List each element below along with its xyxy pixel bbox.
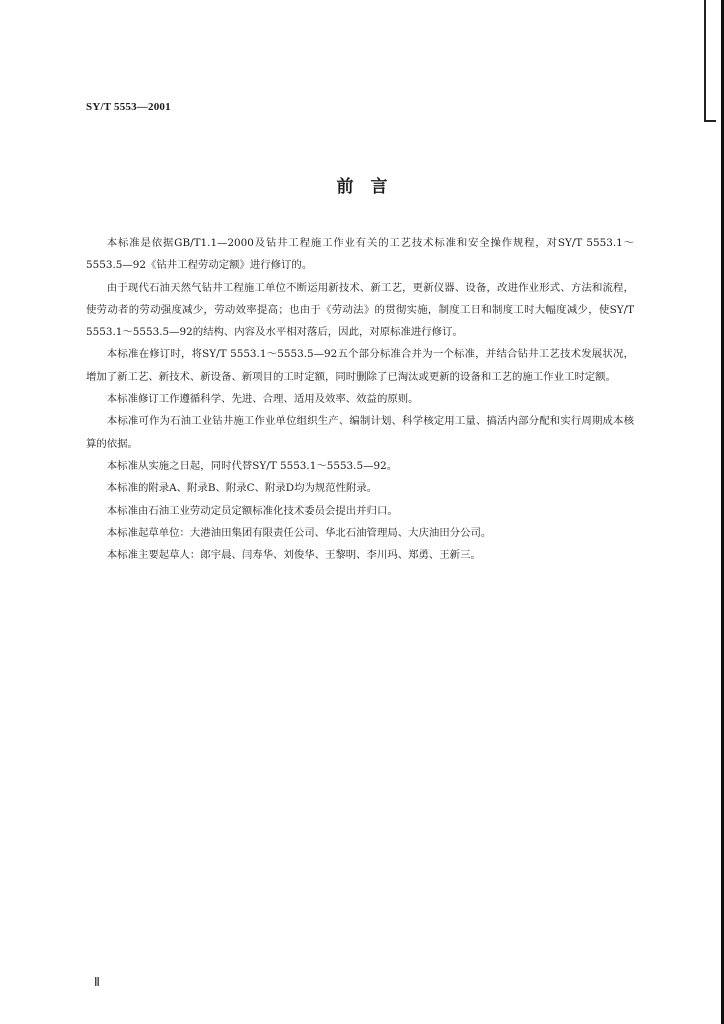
paragraph: 本标准起草单位：大港油田集团有限责任公司、华北石油管理局、大庆油田分公司。 — [106, 526, 492, 539]
scan-artifact — [704, 0, 716, 122]
paragraph: 本标准由石油工业劳动定员定额标准化技术委员会提出并归口。 — [106, 504, 398, 517]
paragraph: 本标准从实施之日起，同时代替SY/T 5553.1～5553.5—92。 — [106, 459, 398, 472]
page-title: 前 言 — [336, 177, 388, 197]
paragraph: 本标准的附录A、附录B、附录C、附录D均为规范性附录。 — [106, 482, 378, 495]
paragraph: 由于现代石油天然气钻井工程施工单位不断运用新技术、新工艺，更新仪器、设备，改进作业形式、方法和流程，使劳动者的劳动强度减少，劳动效率提高；也由于《劳动法》的贯彻实施，制度工日和制度工时大幅度减少，使SY/T 5553.1～5553.5—92的结构、内容及水平相对落后，因此，对原标准进行修订。 — [86, 281, 634, 339]
standard-code: SY/T 5553—2001 — [86, 101, 171, 113]
page-number: Ⅱ — [94, 975, 100, 989]
paragraph: 本标准修订工作遵循科学、先进、合理、适用及效率、效益的原则。 — [106, 393, 419, 406]
foreword-body — [86, 232, 634, 566]
paragraph: 本标准可作为石油工业钻井施工作业单位组织生产、编制计划、科学核定用工量、搞活内部分配和实行周期成本核算的依据。 — [86, 415, 634, 450]
paragraph: 本标准主要起草人：郎宇晨、闫寿华、刘俊华、王黎明、李川玛、郑勇、王新三。 — [106, 549, 481, 562]
paragraph: 本标准在修订时，将SY/T 5553.1～5553.5—92五个部分标准合并为一个标准，并结合钻井工艺技术发展状况，增加了新工艺、新技术、新设备、新项目的工时定额，同时删除了已淘汰或更新的设备和工艺的施工作业工时定额。 — [86, 348, 634, 383]
paragraph: 本标准是依据GB/T1.1—2000及钻井工程施工作业有关的工艺技术标准和安全操作规程，对SY/T 5553.1～5553.5—92《钻井工程劳动定额》进行修订的。 — [86, 237, 634, 272]
